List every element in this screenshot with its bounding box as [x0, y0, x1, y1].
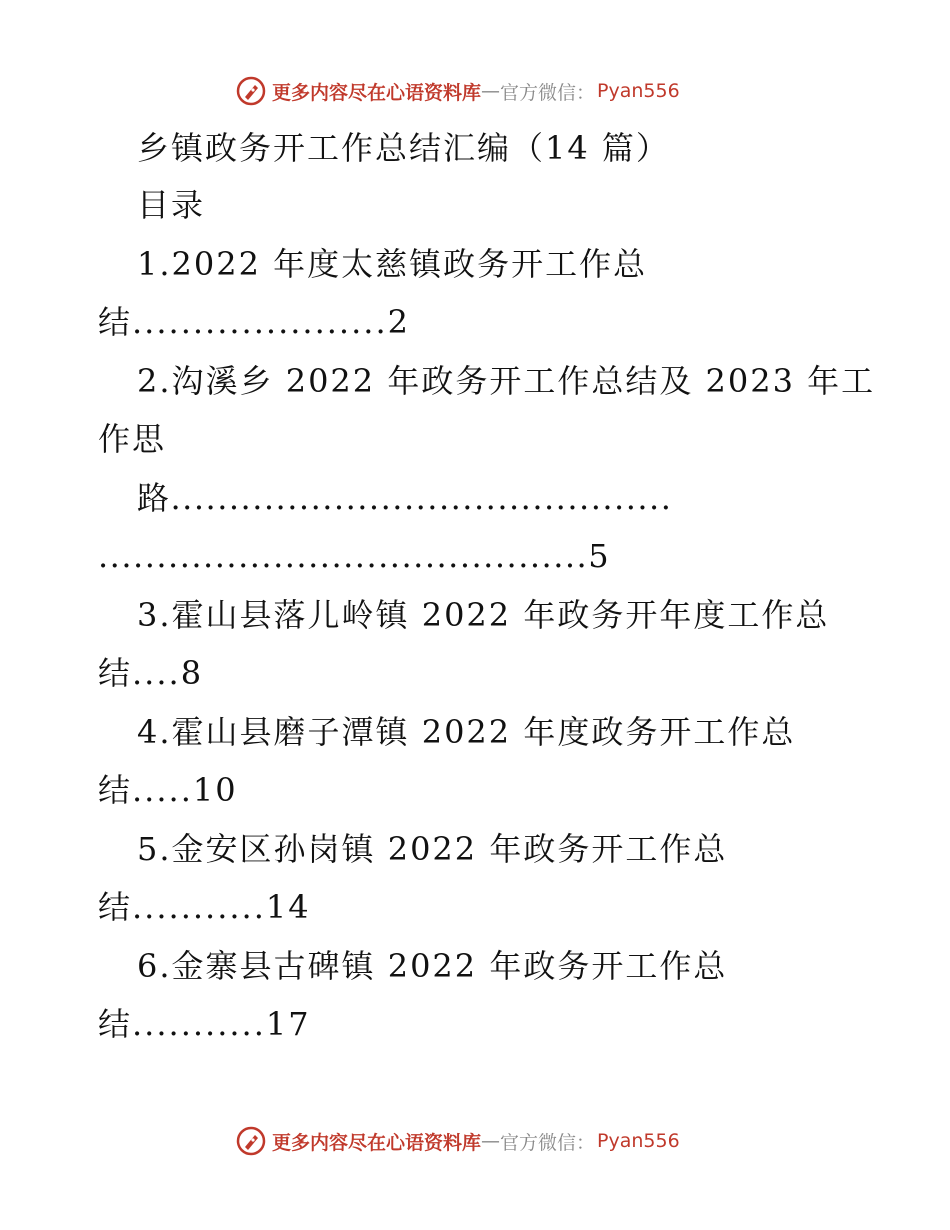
toc-entry-1-line-1: 1.2022 年度太慈镇政务开工作总: [137, 245, 648, 283]
toc-entry-4-line-2: 结.....10: [98, 771, 238, 809]
watermark-wechat-label: 官方微信：: [500, 81, 596, 104]
watermark-dash: —: [481, 80, 501, 102]
watermark-brand-text: 更多内容尽在心语资料库: [272, 1131, 482, 1154]
document-title: 乡镇政务开工作总结汇编（14 篇）: [137, 129, 670, 167]
toc-entry-2-line-4: ..........................................5: [98, 537, 611, 575]
footer-watermark: [236, 1124, 680, 1158]
toc-entry-3-line-1: 3.霍山县落儿岭镇 2022 年政务开年度工作总: [137, 596, 830, 634]
watermark-wechat-id: Pyan556: [597, 80, 680, 102]
toc-entry-5-line-2: 结...........14: [98, 888, 311, 926]
toc-entry-6-line-2: 结...........17: [98, 1005, 311, 1043]
toc-entry-2-line-3: 路...........................................: [137, 479, 673, 517]
toc-entry-1-line-2: 结.....................2: [98, 303, 410, 341]
toc-entry-3-line-2: 结....8: [98, 654, 204, 692]
watermark-wechat-id: Pyan556: [597, 1130, 680, 1152]
watermark-brand-text: 更多内容尽在心语资料库: [272, 81, 482, 104]
toc-entry-2-line-1: 2.沟溪乡 2022 年政务开工作总结及 2023 年工: [137, 362, 876, 400]
pen-nib-logo-icon: [236, 1126, 266, 1156]
toc-entry-4-line-1: 4.霍山县磨子潭镇 2022 年度政务开工作总: [137, 713, 796, 751]
toc-heading: 目录: [137, 186, 206, 224]
watermark-wechat-label: 官方微信：: [500, 1131, 596, 1154]
header-watermark: [236, 74, 680, 108]
pen-nib-logo-icon: [236, 76, 266, 106]
toc-entry-2-line-2: 作思: [98, 420, 167, 458]
watermark-dash: —: [481, 1130, 501, 1152]
toc-entry-5-line-1: 5.金安区孙岗镇 2022 年政务开工作总: [137, 830, 728, 868]
toc-entry-6-line-1: 6.金寨县古碑镇 2022 年政务开工作总: [137, 947, 728, 985]
